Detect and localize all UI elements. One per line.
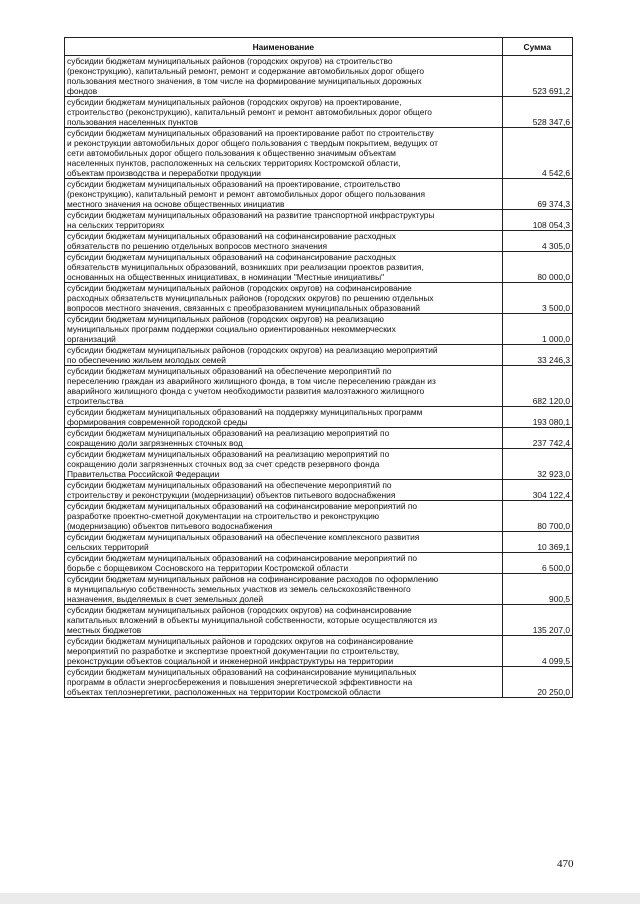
row-name — [65, 314, 503, 345]
row-name-line: на сельских территориях — [67, 220, 165, 230]
header-name: Наименование — [65, 38, 503, 56]
row-name-line: местного значения на основе общественных инициатив — [67, 199, 285, 209]
table-row — [65, 179, 573, 210]
row-name-line: субсидии бюджетам муниципальных образований на проектирование, строительство — [67, 179, 401, 189]
row-name-line: сокращению доли загрязненных сточных вод — [67, 438, 243, 448]
row-name-line: основанных на общественных инициативах, в номинации "Местные инициативы" — [67, 272, 385, 282]
row-name-line: субсидии бюджетам муниципальных образований на обеспечение мероприятий по — [67, 480, 392, 490]
row-name — [65, 252, 503, 283]
row-name-line: субсидии бюджетам муниципальных образований на софинансирование муниципальных — [67, 667, 417, 677]
row-name-line: борьбе с борщевиком Сосновского на территории Костромской области — [67, 563, 349, 573]
row-name — [65, 210, 503, 231]
table-row — [65, 636, 573, 667]
row-name-line: в муниципальную собственность земельных участков из земель сельскохозяйственного — [67, 584, 411, 594]
row-sum: 528 347,6 — [502, 97, 572, 128]
header-sum: Сумма — [502, 38, 572, 56]
row-name-line: сельских территорий — [67, 542, 149, 552]
row-name-line: по обеспечению жильем молодых семей — [67, 355, 226, 365]
row-sum: 4 305,0 — [502, 231, 572, 252]
row-name-line: разработке проектно-сметной документации на строительство и реконструкцию — [67, 511, 380, 521]
row-sum: 6 500,0 — [502, 553, 572, 574]
row-name-line: субсидии бюджетам муниципальных районов (городских округов) на софинансирование — [67, 283, 412, 293]
table-row — [65, 314, 573, 345]
row-name-line: субсидии бюджетам муниципальных образований на реализацию мероприятий по — [67, 449, 390, 459]
table-row — [65, 283, 573, 314]
table-row — [65, 407, 573, 428]
row-sum: 69 374,3 — [502, 179, 572, 210]
row-name-line: обязательств муниципальных образований, возникших при реализации проектов развития, — [67, 262, 424, 272]
row-name-line: расходных обязательств муниципальных районов (городских округов) по решению отдельных — [67, 293, 434, 303]
scan-edge — [0, 893, 640, 904]
row-name — [65, 97, 503, 128]
row-name-line: субсидии бюджетам муниципальных районов (городских округов) на реализацию мероприятий — [67, 345, 438, 355]
row-name-line: строительства — [67, 396, 124, 406]
row-sum: 20 250,0 — [502, 667, 572, 698]
row-name-line: субсидии бюджетам муниципальных районов (городских округов) на строительство — [67, 56, 393, 66]
row-sum: 193 080,1 — [502, 407, 572, 428]
row-name — [65, 128, 503, 179]
row-name — [65, 667, 503, 698]
row-name-line: субсидии бюджетам муниципальных образований на поддержку муниципальных программ — [67, 407, 423, 417]
row-name-line: формирования современной городской среды — [67, 417, 248, 427]
row-name-line: капитальных вложений в объекты муниципальной собственности, которые осуществляются из — [67, 615, 438, 625]
row-sum: 33 246,3 — [502, 345, 572, 366]
row-sum: 80 700,0 — [502, 501, 572, 532]
row-name-line: субсидии бюджетам муниципальных образований на проектирование работ по строительству — [67, 128, 434, 138]
table-row — [65, 449, 573, 480]
row-name — [65, 231, 503, 252]
row-name-line: вопросов местного значения, связанных с преобразованием муниципальных образований — [67, 303, 420, 313]
row-sum: 3 500,0 — [502, 283, 572, 314]
row-sum: 135 207,0 — [502, 605, 572, 636]
row-sum: 108 054,3 — [502, 210, 572, 231]
table-row — [65, 480, 573, 501]
row-sum: 4 099,5 — [502, 636, 572, 667]
row-sum: 523 691,2 — [502, 56, 572, 97]
row-name-line: субсидии бюджетам муниципальных образований на софинансирование расходных — [67, 252, 396, 262]
row-name — [65, 428, 503, 449]
row-name-line: субсидии бюджетам муниципальных районов (городских округов) на проектирование, — [67, 97, 402, 107]
row-name-line: населенных пунктов, расположенных на сельских территориях Костромской области, — [67, 158, 401, 168]
page-number: 470 — [557, 858, 574, 870]
row-name-line: Правительства Российской Федерации — [67, 469, 220, 479]
row-name-line: мероприятий по разработке и экспертизе проектной документации по строительству, — [67, 646, 400, 656]
row-name — [65, 449, 503, 480]
table-row — [65, 428, 573, 449]
row-sum: 1 000,0 — [502, 314, 572, 345]
table-row — [65, 574, 573, 605]
row-name-line: субсидии бюджетам муниципальных образований на развитие транспортной инфраструктуры — [67, 210, 435, 220]
row-name-line: аварийного жилищного фонда с учетом необходимости развития малоэтажного жилищного — [67, 386, 425, 396]
row-name-line: субсидии бюджетам муниципальных районов (городских округов) на софинансирование — [67, 605, 412, 615]
row-name-line: строительство (реконструкцию), капитальный ремонт и ремонт автомобильных дорог общего — [67, 107, 432, 117]
row-name-line: программ в области энергосбережения и повышения энергетической эффективности на — [67, 677, 413, 687]
row-name-line: субсидии бюджетам муниципальных районов (городских округов) на реализацию — [67, 314, 384, 324]
subsidies-table — [64, 37, 573, 698]
row-name-line: субсидии бюджетам муниципальных образований на обеспечение комплексного развития — [67, 532, 420, 542]
row-name-line: субсидии бюджетам муниципальных образований на софинансирование мероприятий по — [67, 501, 418, 511]
row-name — [65, 501, 503, 532]
row-name — [65, 407, 503, 428]
row-name — [65, 532, 503, 553]
row-name-line: (реконструкцию), капитальный ремонт и ремонт автомобильных дорог общего пользования — [67, 189, 425, 199]
row-name-line: субсидии бюджетам муниципальных образований на софинансирование мероприятий по — [67, 553, 418, 563]
table-row — [65, 501, 573, 532]
row-name-line: обязательств по решению отдельных вопросов местного значения — [67, 241, 328, 251]
row-sum: 32 923,0 — [502, 449, 572, 480]
table-row — [65, 532, 573, 553]
row-name-line: сети автомобильных дорог общего пользования к общественно значимым объектам — [67, 148, 396, 158]
row-name — [65, 366, 503, 407]
row-name-line: организаций — [67, 334, 116, 344]
row-name-line: пользования населенных пунктов — [67, 117, 198, 127]
row-sum: 10 369,1 — [502, 532, 572, 553]
row-name-line: муниципальных программ поддержки социально ориентированных некоммерческих — [67, 324, 396, 334]
table-row — [65, 231, 573, 252]
row-sum: 304 122,4 — [502, 480, 572, 501]
row-name — [65, 345, 503, 366]
row-name-line: фондов — [67, 86, 98, 96]
row-name — [65, 636, 503, 667]
row-name — [65, 179, 503, 210]
row-name-line: субсидии бюджетам муниципальных образований на обеспечение мероприятий по — [67, 366, 392, 376]
row-name — [65, 56, 503, 97]
row-name-line: объектам производства и переработки продукции — [67, 168, 261, 178]
row-name-line: объектах теплоэнергетики, расположенных на территории Костромской области — [67, 687, 381, 697]
row-name — [65, 605, 503, 636]
table-row — [65, 252, 573, 283]
row-sum: 900,5 — [502, 574, 572, 605]
row-sum: 4 542,6 — [502, 128, 572, 179]
row-name — [65, 480, 503, 501]
table-row — [65, 553, 573, 574]
table-row — [65, 366, 573, 407]
row-name-line: субсидии бюджетам муниципальных образований на реализацию мероприятий по — [67, 428, 390, 438]
table-body — [65, 56, 573, 698]
table-row — [65, 97, 573, 128]
row-name-line: субсидии бюджетам муниципальных районов и городских округов на софинансирование — [67, 636, 414, 646]
row-name — [65, 283, 503, 314]
table-row — [65, 605, 573, 636]
row-name-line: (реконструкцию), капитальный ремонт, ремонт и содержание автомобильных дорог общего — [67, 66, 425, 76]
row-name-line: назначения, выделяемых в счет земельных долей — [67, 594, 264, 604]
row-name — [65, 574, 503, 605]
row-name-line: субсидии бюджетам муниципальных образований на софинансирование расходных — [67, 231, 396, 241]
table-row — [65, 210, 573, 231]
row-name-line: субсидии бюджетам муниципальных районов на софинансирование расходов по оформлению — [67, 574, 439, 584]
row-name-line: переселению граждан из аварийного жилищного фонда, в том числе переселению граждан из — [67, 376, 436, 386]
row-name-line: реконструкции объектов социальной и инженерной инфраструктуры на территории — [67, 656, 394, 666]
row-name-line: (модернизацию) объектов питьевого водоснабжения — [67, 521, 273, 531]
row-sum: 237 742,4 — [502, 428, 572, 449]
row-name — [65, 553, 503, 574]
row-name-line: и реконструкции автомобильных дорог общего пользования с твердым покрытием, ведущих от — [67, 138, 438, 148]
row-name-line: местных бюджетов — [67, 625, 142, 635]
row-sum: 80 000,0 — [502, 252, 572, 283]
row-name-line: строительству и реконструкции (модернизации) объектов питьевого водоснабжения — [67, 490, 396, 500]
table-row — [65, 56, 573, 97]
row-name-line: сокращению доли загрязненных сточных вод за счет средств резервного фонда — [67, 459, 380, 469]
row-name-line: пользования местного значения, в том числе на формирование муниципальных дорожных — [67, 76, 422, 86]
table-row — [65, 667, 573, 698]
row-sum: 682 120,0 — [502, 366, 572, 407]
table-header-row — [65, 38, 573, 56]
table-row — [65, 128, 573, 179]
table-row — [65, 345, 573, 366]
